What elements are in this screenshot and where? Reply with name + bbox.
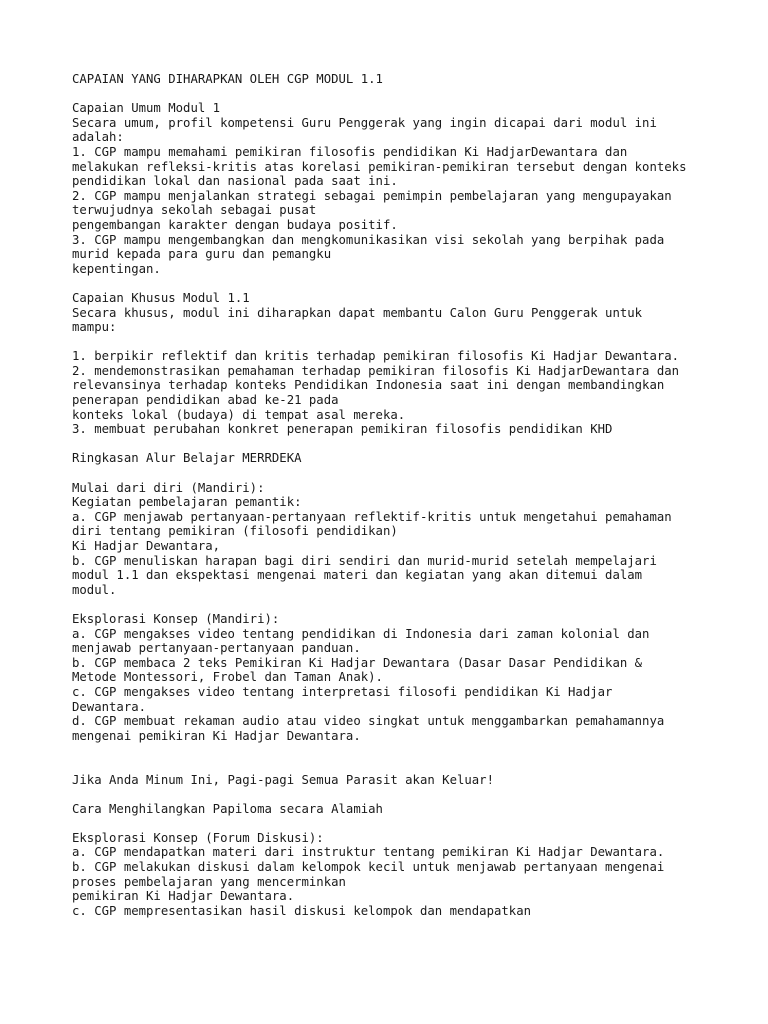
text-line: a. CGP menjawab pertanyaan-pertanyaan reflektif-kritis untuk mengetahui pemahaman <box>72 509 672 524</box>
text-line: murid kepada para guru dan pemangku <box>72 247 332 262</box>
text-line: proses pembelajaran yang mencerminkan <box>72 874 346 889</box>
text-line: Ki Hadjar Dewantara, <box>72 539 221 553</box>
text-line: kepentingan. <box>72 261 161 276</box>
text-line: d. CGP membuat rekaman audio atau video singkat untuk menggambarkan pemahamannya <box>72 714 665 729</box>
text-line: 2. CGP mampu menjalankan strategi sebagai pemimpin pembelajaran yang mengupayakan <box>72 188 672 203</box>
text-line: 1. berpikir reflektif dan kritis terhadap pemikiran filosofis Ki Hadjar Dewantara. <box>72 349 680 364</box>
text-line: c. CGP mempresentasikan hasil diskusi kelompok dan mendapatkan <box>72 903 532 918</box>
blank-line <box>72 597 732 612</box>
text-line: Capaian Khusus Modul 1.1 <box>72 290 250 305</box>
blank-line <box>72 787 732 802</box>
blank-line <box>72 743 732 758</box>
text-line: Dewantara. <box>72 699 147 714</box>
text-line: Mulai dari diri (Mandiri): <box>72 480 265 495</box>
text-line: penerapan pendidikan abad ke-21 pada <box>72 393 339 408</box>
text-line: menjawab pertanyaan-pertanyaan panduan. <box>72 641 361 656</box>
blank-line <box>72 276 732 291</box>
blank-line <box>72 437 732 452</box>
blank-line <box>72 466 732 481</box>
text-line: modul. <box>72 582 117 597</box>
text-line: Capaian Umum Modul 1 <box>72 101 221 116</box>
text-line: melakukan refleksi-kritis atas korelasi pemikiran-pemikiran tersebut dengan konteks <box>72 159 687 174</box>
text-line: adalah: <box>72 130 124 145</box>
text-line: Metode Montessori, Frobel dan Taman Anak). <box>72 670 383 685</box>
blank-line <box>72 816 732 831</box>
text-line: pengembangan karakter dengan budaya positif. <box>72 217 398 232</box>
text-line: Ringkasan Alur Belajar MERRDEKA <box>72 451 302 466</box>
text-line: a. CGP mengakses video tentang pendidikan di Indonesia dari zaman kolonial dan <box>72 626 650 641</box>
text-line: Eksplorasi Konsep (Forum Diskusi): <box>72 830 324 845</box>
text-line: b. CGP melakukan diskusi dalam kelompok kecil untuk menjawab pertanyaan mengenai <box>72 860 665 875</box>
text-line: b. CGP membaca 2 teks Pemikiran Ki Hadjar Dewantara (Dasar Dasar Pendidikan & <box>72 655 643 670</box>
text-line: mengenai pemikiran Ki Hadjar Dewantara. <box>72 728 361 743</box>
text-line: 3. membuat perubahan konkret penerapan pemikiran filosofis pendidikan KHD <box>72 422 613 437</box>
text-line: pendidikan lokal dan nasional pada saat ini. <box>72 174 398 189</box>
text-line: konteks lokal (budaya) di tempat asal mereka. <box>72 407 406 422</box>
text-line: relevansinya terhadap konteks Pendidikan Indonesia saat ini dengan membandingkan <box>72 378 665 393</box>
text-line: CAPAIAN YANG DIHARAPKAN OLEH CGP MODUL 1.1 <box>72 72 383 86</box>
text-line: 1. CGP mampu memahami pemikiran filosofis pendidikan Ki HadjarDewantara dan <box>72 144 628 159</box>
text-line: modul 1.1 dan ekspektasi mengenai materi dan kegiatan yang akan ditemui dalam <box>72 568 643 583</box>
text-line: Eksplorasi Konsep (Mandiri): <box>72 611 280 626</box>
text-line: mampu: <box>72 320 117 335</box>
text-line: 2. mendemonstrasikan pemahaman terhadap pemikiran filosofis Ki HadjarDewantara dan <box>72 363 680 378</box>
document-page <box>72 72 732 918</box>
text-line: c. CGP mengakses video tentang interpretasi filosofi pendidikan Ki Hadjar <box>72 684 613 699</box>
text-line: 3. CGP mampu mengembangkan dan mengkomunikasikan visi sekolah yang berpihak pada <box>72 232 665 247</box>
blank-line <box>72 335 732 350</box>
blank-line <box>72 87 732 102</box>
text-line: Jika Anda Minum Ini, Pagi-pagi Semua Parasit akan Keluar! <box>72 772 494 787</box>
text-line: a. CGP mendapatkan materi dari instruktur tentang pemikiran Ki Hadjar Dewantara. <box>72 845 665 860</box>
text-line: Secara umum, profil kompetensi Guru Penggerak yang ingin dicapai dari modul ini <box>72 115 657 130</box>
text-line: Secara khusus, modul ini diharapkan dapat membantu Calon Guru Penggerak untuk <box>72 305 643 320</box>
text-line: b. CGP menuliskan harapan bagi diri sendiri dan murid-murid setelah mempelajari <box>72 553 657 568</box>
text-line: diri tentang pemikiran (filosofi pendidikan) <box>72 524 398 539</box>
text-line: Kegiatan pembelajaran pemantik: <box>72 495 302 510</box>
text-line: pemikiran Ki Hadjar Dewantara. <box>72 889 295 904</box>
text-line: Cara Menghilangkan Papiloma secara Alamiah <box>72 801 383 816</box>
blank-line <box>72 758 732 773</box>
text-line: terwujudnya sekolah sebagai pusat <box>72 203 317 218</box>
